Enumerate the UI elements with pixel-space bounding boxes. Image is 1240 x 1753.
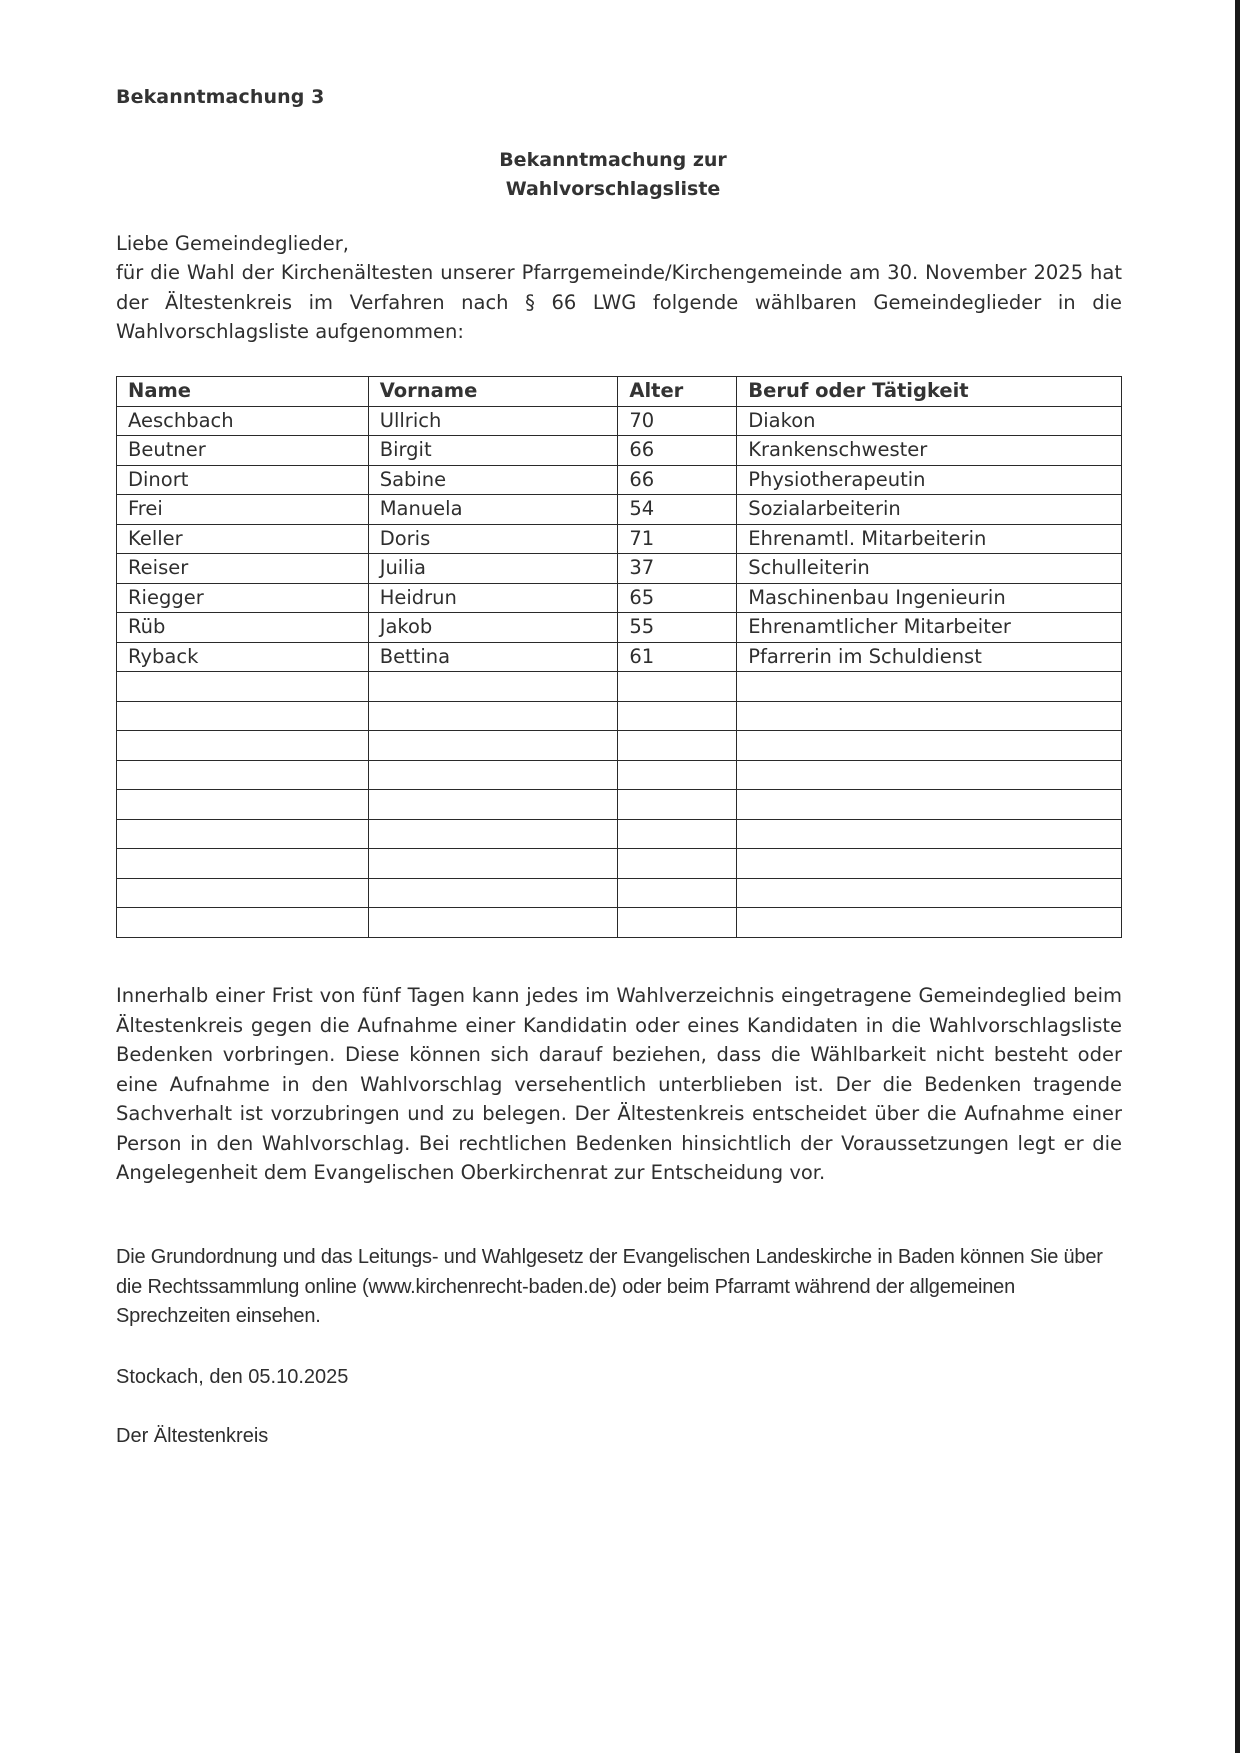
table-row: [117, 760, 1122, 790]
intro-paragraph: für die Wahl der Kirchenältesten unserer Pfarrgemeinde/Kirchengemeinde am 30. November 2025 hat der Ältestenkreis im Verfahren nach § 66 LWG folgende wählbaren Gemeindeglieder in die Wahlvorschlagsliste aufgenommen:: [116, 261, 1122, 343]
cell-vorname: Birgit: [368, 436, 618, 466]
cell-beruf: Sozialarbeiterin: [737, 495, 1122, 525]
cell-name: Rüb: [117, 613, 369, 643]
table-row: [117, 495, 1122, 525]
cell-vorname: Ullrich: [368, 406, 618, 436]
cell-beruf: Pfarrerin im Schuldienst: [737, 642, 1122, 672]
cell-alter: 37: [618, 554, 737, 584]
cell-beruf: Ehrenamtlicher Mitarbeiter: [737, 613, 1122, 643]
header-name: Name: [117, 377, 369, 407]
signature: Der Ältestenkreis: [116, 1425, 269, 1447]
table-row: [117, 790, 1122, 820]
table-row: [117, 554, 1122, 584]
table-row: [117, 701, 1122, 731]
table-row: [117, 524, 1122, 554]
header-alter: Alter: [618, 377, 737, 407]
table-row: [117, 583, 1122, 613]
table-row: [117, 908, 1122, 938]
table-row: [117, 731, 1122, 761]
cell-vorname: [368, 790, 618, 820]
header-beruf: Beruf oder Tätigkeit: [737, 377, 1122, 407]
cell-alter: [618, 878, 737, 908]
objection-rules-paragraph: Innerhalb einer Frist von fünf Tagen kann jedes im Wahlverzeichnis eingetragene Gemeindeglied beim Ältestenkreis gegen die Aufnahme einer Kandidatin oder eines Kandidaten in die Wahlvorschlagsliste Bedenken vorbringen. Diese können sich darauf beziehen, dass die Wählbarkeit nicht besteht oder eine Aufnahme in den Wahlvorschlag versehentlich unterblieben ist. Der die Bedenken tragende Sachverhalt ist vorzubringen und zu belegen. Der Ältestenkreis entscheidet über die Aufnahme einer Person in den Wahlvorschlag. Bei rechtlichen Bedenken hinsichtlich der Voraussetzungen legt er die Angelegenheit dem Evangelischen Oberkirchenrat zur Entscheidung vor.: [116, 984, 1122, 1184]
cell-alter: [618, 731, 737, 761]
law-reference-paragraph: Die Grundordnung und das Leitungs- und Wahlgesetz der Evangelischen Landeskirche in Baden können Sie über die Rechtssammlung online (www.kirchenrecht-baden.de) oder beim Pfarramt während der allgemeinen Sprechzeiten einsehen.: [116, 1246, 1103, 1327]
cell-vorname: [368, 760, 618, 790]
cell-beruf: [737, 819, 1122, 849]
cell-name: [117, 672, 369, 702]
cell-name: Beutner: [117, 436, 369, 466]
cell-beruf: [737, 908, 1122, 938]
cell-beruf: Schulleiterin: [737, 554, 1122, 584]
cell-vorname: [368, 701, 618, 731]
cell-alter: 66: [618, 436, 737, 466]
cell-name: Ryback: [117, 642, 369, 672]
cell-alter: 65: [618, 583, 737, 613]
cell-alter: [618, 672, 737, 702]
cell-name: Aeschbach: [117, 406, 369, 436]
cell-alter: [618, 790, 737, 820]
cell-beruf: Diakon: [737, 406, 1122, 436]
cell-beruf: [737, 790, 1122, 820]
table-row: [117, 672, 1122, 702]
cell-alter: [618, 760, 737, 790]
cell-vorname: Juilia: [368, 554, 618, 584]
cell-name: [117, 819, 369, 849]
cell-name: [117, 701, 369, 731]
cell-beruf: [737, 760, 1122, 790]
cell-vorname: Manuela: [368, 495, 618, 525]
cell-vorname: [368, 908, 618, 938]
cell-name: Dinort: [117, 465, 369, 495]
cell-beruf: Ehrenamtl. Mitarbeiterin: [737, 524, 1122, 554]
table-body: [117, 406, 1122, 937]
cell-alter: 70: [618, 406, 737, 436]
cell-vorname: Jakob: [368, 613, 618, 643]
table-row: [117, 642, 1122, 672]
table-row: [117, 819, 1122, 849]
greeting: Liebe Gemeindeglieder,: [116, 232, 349, 255]
cell-beruf: Physiotherapeutin: [737, 465, 1122, 495]
table-row: [117, 406, 1122, 436]
cell-vorname: Bettina: [368, 642, 618, 672]
cell-name: [117, 849, 369, 879]
cell-alter: 71: [618, 524, 737, 554]
cell-name: [117, 731, 369, 761]
cell-name: [117, 760, 369, 790]
cell-name: Keller: [117, 524, 369, 554]
cell-name: [117, 790, 369, 820]
cell-beruf: [737, 878, 1122, 908]
cell-beruf: [737, 731, 1122, 761]
scan-edge: [1235, 0, 1240, 1753]
cell-beruf: Krankenschwester: [737, 436, 1122, 466]
cell-alter: [618, 908, 737, 938]
cell-alter: 55: [618, 613, 737, 643]
candidate-table: [116, 376, 1122, 938]
table-row: [117, 465, 1122, 495]
cell-alter: [618, 819, 737, 849]
cell-vorname: Heidrun: [368, 583, 618, 613]
cell-beruf: [737, 672, 1122, 702]
cell-vorname: [368, 731, 618, 761]
table-row: [117, 878, 1122, 908]
cell-vorname: [368, 672, 618, 702]
cell-name: [117, 878, 369, 908]
cell-alter: 66: [618, 465, 737, 495]
cell-beruf: Maschinenbau Ingenieurin: [737, 583, 1122, 613]
cell-name: [117, 908, 369, 938]
cell-alter: [618, 849, 737, 879]
title-line-1: Bekanntmachung zur: [499, 149, 727, 171]
cell-vorname: [368, 878, 618, 908]
table-row: [117, 849, 1122, 879]
cell-beruf: [737, 849, 1122, 879]
document-label: Bekanntmachung 3: [116, 86, 325, 108]
place-date: Stockach, den 05.10.2025: [116, 1366, 349, 1388]
header-vorname: Vorname: [368, 377, 618, 407]
cell-alter: 61: [618, 642, 737, 672]
table-row: [117, 436, 1122, 466]
cell-vorname: [368, 849, 618, 879]
cell-alter: [618, 701, 737, 731]
cell-name: Riegger: [117, 583, 369, 613]
cell-name: Reiser: [117, 554, 369, 584]
title-line-2: Wahlvorschlagsliste: [505, 178, 721, 200]
cell-beruf: [737, 701, 1122, 731]
table-row: [117, 613, 1122, 643]
cell-vorname: Doris: [368, 524, 618, 554]
table-header-row: [117, 377, 1122, 407]
cell-name: Frei: [117, 495, 369, 525]
cell-alter: 54: [618, 495, 737, 525]
cell-vorname: [368, 819, 618, 849]
cell-vorname: Sabine: [368, 465, 618, 495]
